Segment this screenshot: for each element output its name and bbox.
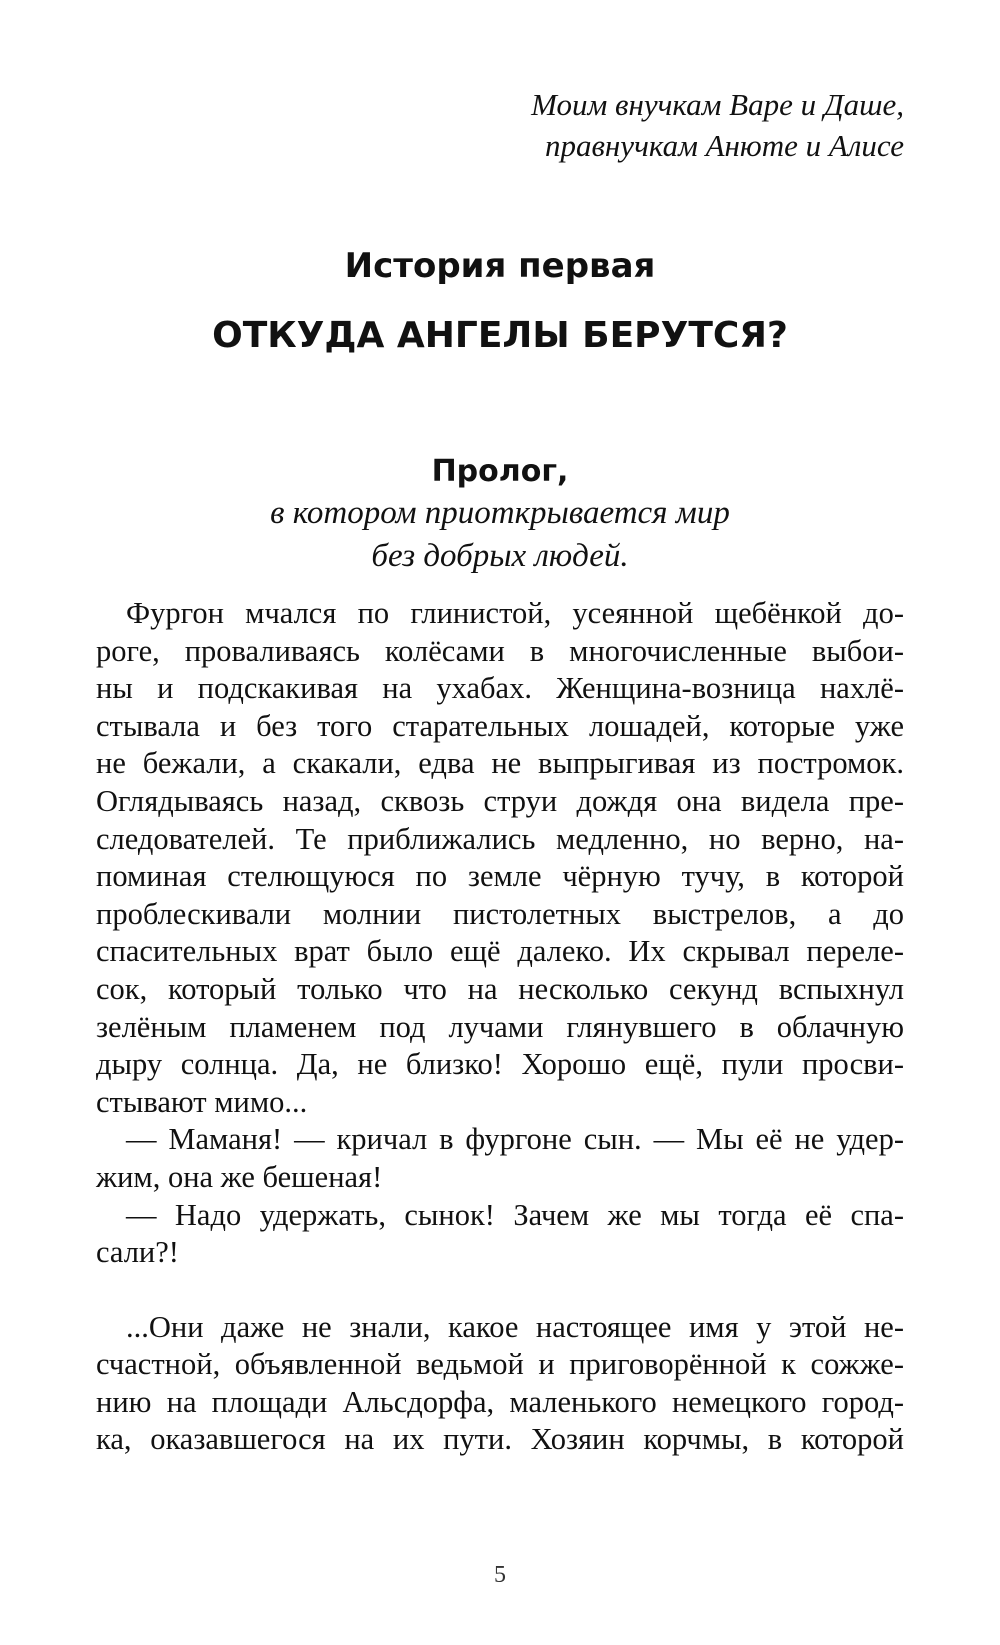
prologue-subtitle-line: без добрых людей. [371,538,629,574]
text-line: счастной, объявленной ведьмой и приговорённой к сожже- [96,1347,904,1382]
text-line: роге, проваливаясь колёсами в многочисленные выбои- [96,633,904,668]
text-line: ка, оказавшегося на их пути. Хозяин корчмы, в которой [96,1422,904,1457]
text-line: — Маманя! — кричал в фургоне сын. — Мы её не удер- [126,1122,904,1157]
text-line: сали?! [96,1235,179,1270]
text-line: проблескивали молнии пистолетных выстрелов, а до [96,896,904,931]
dedication-line: Моим внучкам Варе и Даше, [531,87,904,122]
prologue-subtitle [0,492,1000,578]
body-text [96,595,904,1459]
text-line: ны и подскакивая на ухабах. Женщина-возница нахлё- [96,671,904,706]
dedication-line: правнучкам Анюте и Алисе [544,128,904,163]
text-line: стывала и без того старательных лошадей, которые уже [96,708,904,743]
text-line: Фургон мчался по глинистой, усеянной щебёнкой до- [126,596,904,630]
paragraph [96,1309,904,1459]
text-line: Оглядываясь назад, сквозь струи дождя она видела пре- [96,783,904,818]
text-line: жим, она же бешеная! [96,1159,383,1194]
prologue-heading: Пролог, [431,454,569,489]
text-line: сок, который только что на несколько секунд вспыхнул [96,971,904,1006]
text-line: зелёным пламенем под лучами глянувшего в облачную [96,1009,904,1044]
text-line: поминая стелющуюся по земле чёрную тучу, в которой [96,859,904,894]
text-line: ...Они даже не знали, какое настоящее имя у этой не- [126,1309,904,1344]
story-title: ОТКУДА АНГЕЛЫ БЕРУТСЯ? [212,315,788,356]
page-number: 5 [494,1562,506,1588]
text-line: нию на площади Альсдорфа, маленького немецкого город- [96,1384,904,1419]
text-line: дыру солнца. Да, не близко! Хорошо ещё, пули просви- [96,1047,904,1082]
text-line: следователей. Те приближались медленно, но верно, на- [96,821,904,856]
text-line: не бежали, а скакали, едва не выпрыгивая из постромок. [96,746,904,781]
dialogue-paragraph [96,1197,904,1272]
dedication [531,84,904,166]
paragraph [96,595,904,1121]
text-line: стывают мимо... [96,1084,308,1119]
story-label: История первая [344,246,656,286]
text-line: спасительных врат было ещё далеко. Их скрывал переле- [96,934,904,969]
prologue-subtitle-line: в котором приоткрывается мир [270,495,730,531]
section-gap [96,1272,904,1309]
text-line: — Надо удержать, сынок! Зачем же мы тогда её спа- [126,1197,904,1232]
dialogue-paragraph [96,1121,904,1196]
